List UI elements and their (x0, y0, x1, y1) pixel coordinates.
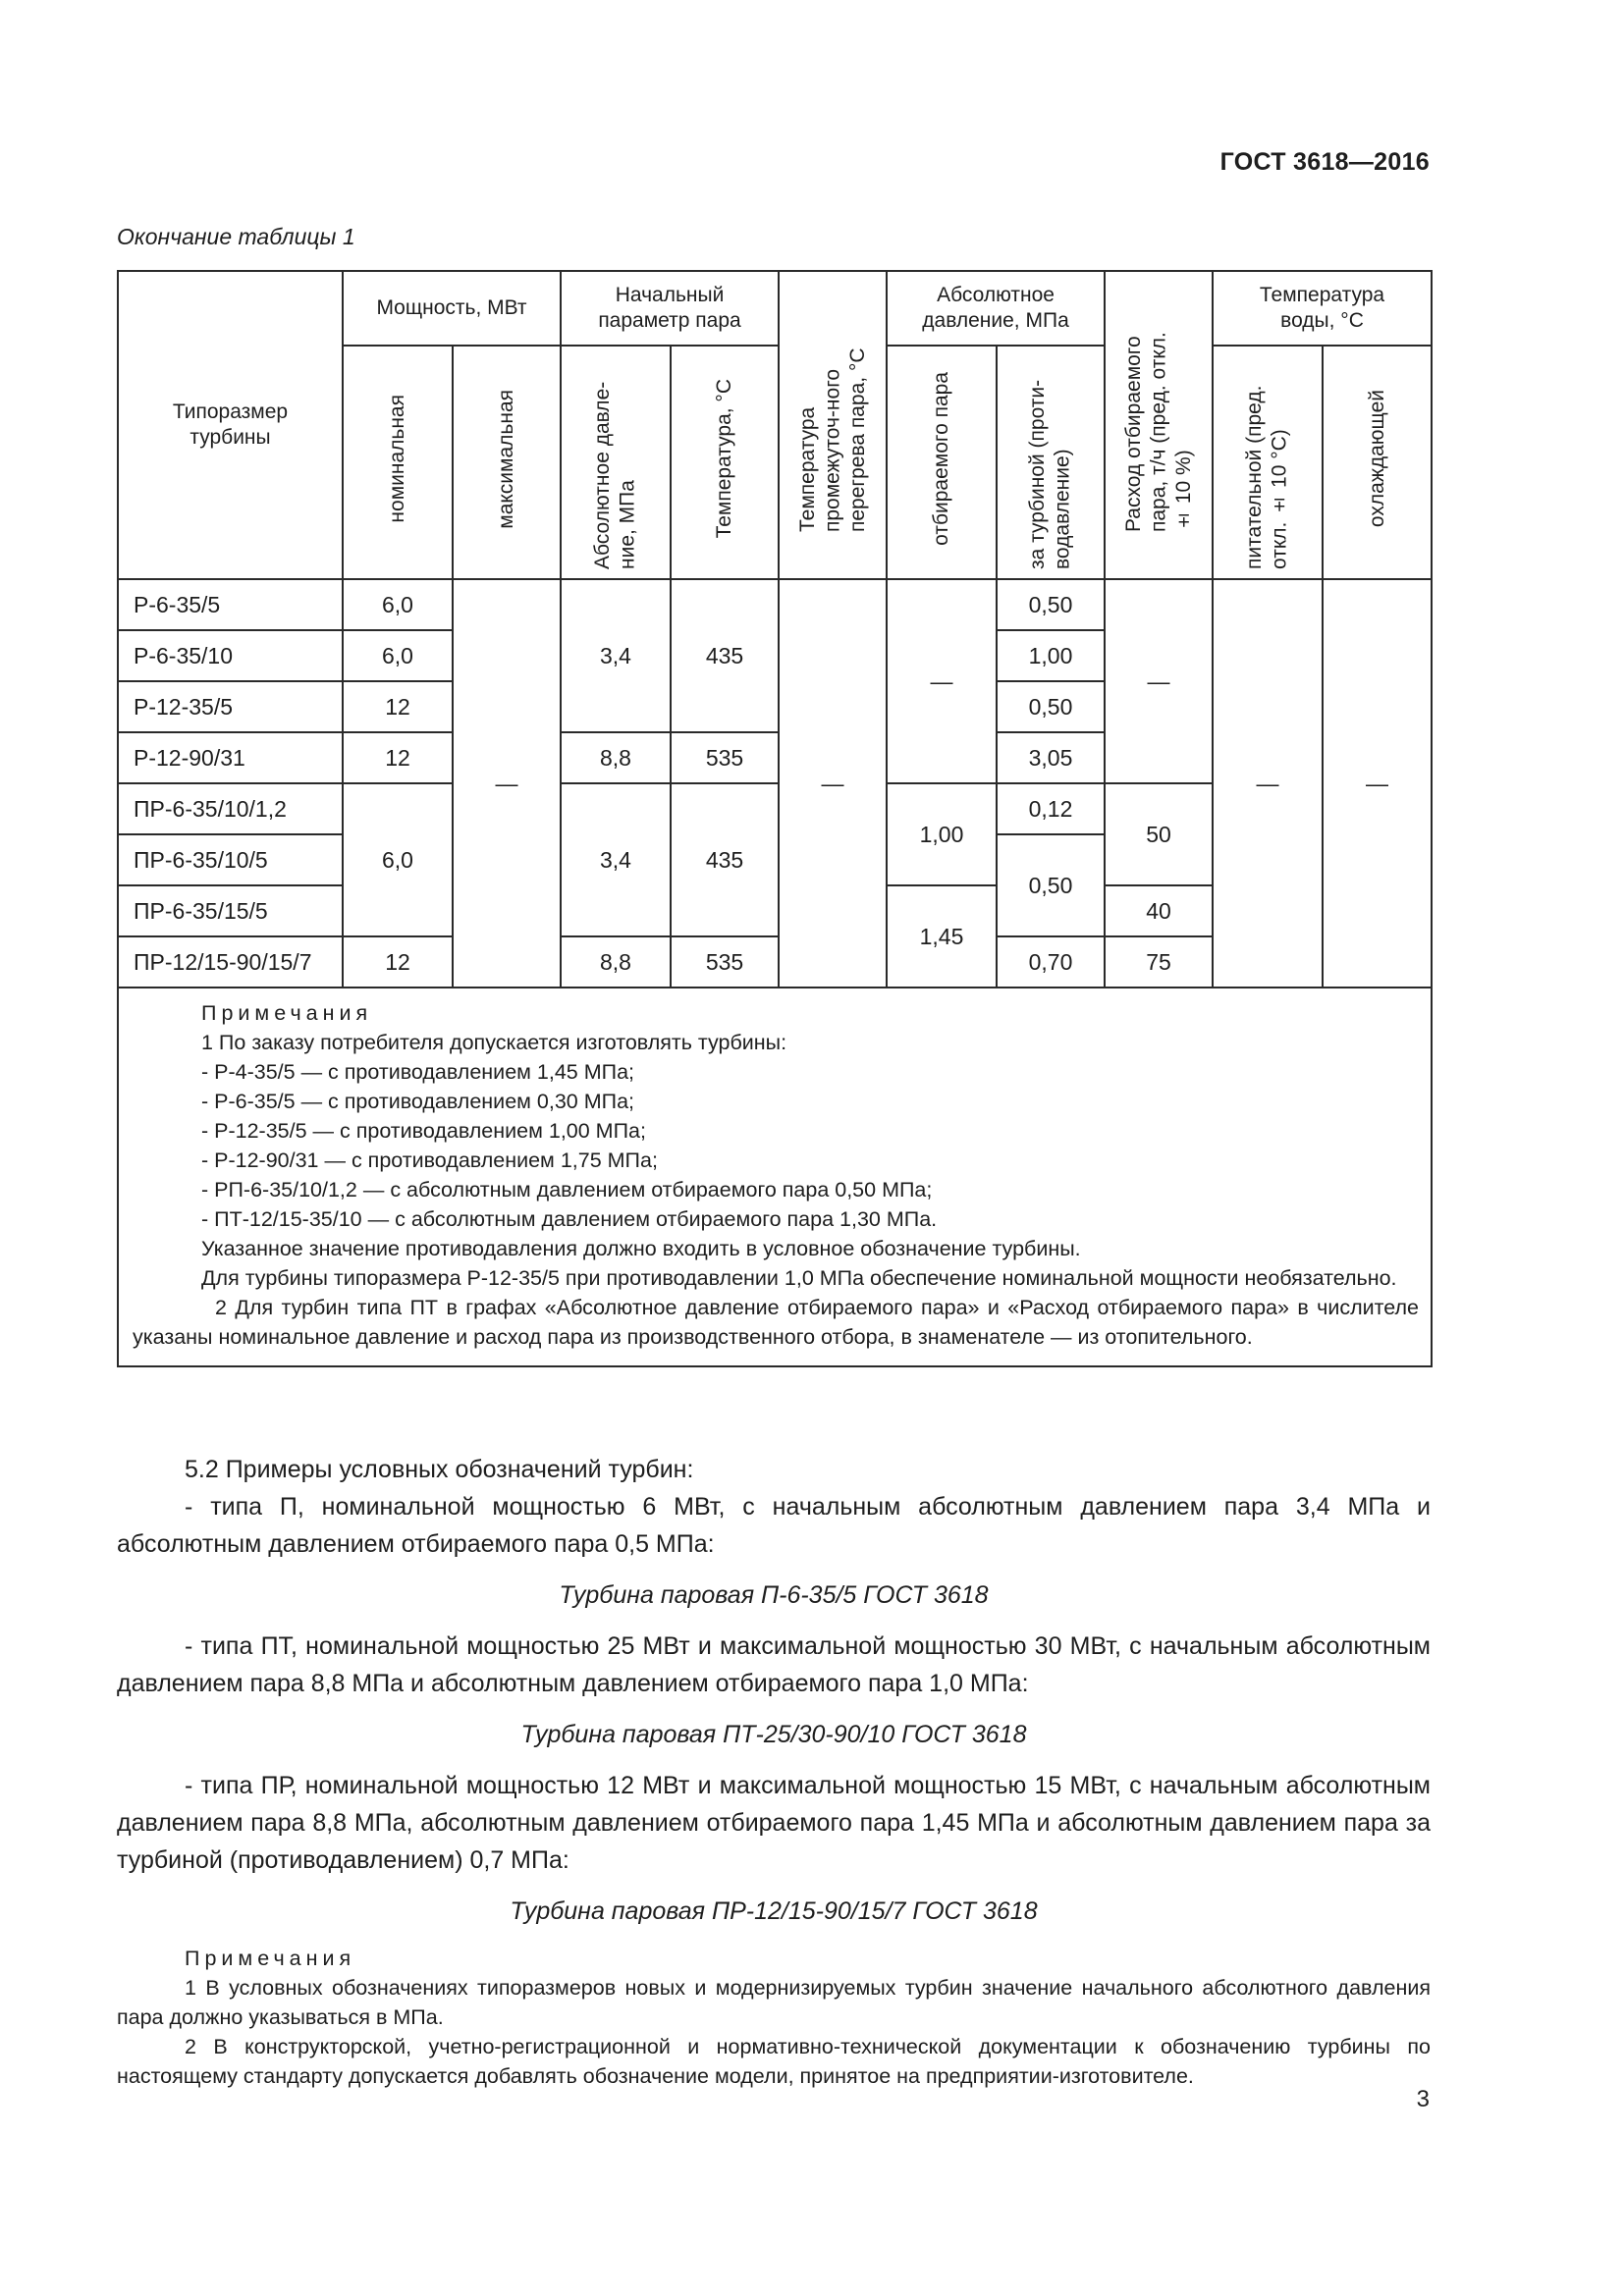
header-initial-pressure-text: Абсолютное давле-ние, МПа (591, 382, 639, 570)
cell-power: 12 (343, 732, 453, 783)
cell-back: 1,00 (997, 630, 1105, 681)
header-reheat-text: Температура промежуточ-ного перегрева пара, °С (795, 347, 869, 533)
note-item: - ПТ-12/15-35/10 — с абсолютным давлением отбираемого пара 1,30 МПа. (201, 1207, 938, 1231)
example-2: - типа ПТ, номинальной мощностью 25 МВт и максимальной мощностью 30 МВт, с начальным абсолютным давлением пара 8,8 МПа и абсолютным давлением отбираемого пара 1,0 МПа: (117, 1632, 1431, 1697)
example-3-code: Турбина паровая ПР-12/15-90/15/7 ГОСТ 3618 (510, 1897, 1038, 1925)
row-name: ПР-12/15-90/15/7 (118, 936, 343, 988)
section-body (117, 1451, 1431, 2091)
notes-title: Примечания (201, 1001, 373, 1025)
cell-temp: 535 (671, 936, 779, 988)
row-name: Р-6-35/10 (118, 630, 343, 681)
cell-back: 0,50 (997, 681, 1105, 732)
cell-power: 6,0 (343, 579, 453, 630)
header-initial-temp-text: Температура, °С (713, 379, 736, 539)
header-water: Температура воды, °С (1213, 271, 1432, 346)
cell-temp: 535 (671, 732, 779, 783)
cell-power: 12 (343, 936, 453, 988)
cell-flow: — (1105, 579, 1213, 783)
header-water-cool-text: охлаждающей (1365, 390, 1388, 528)
cell-power: 12 (343, 681, 453, 732)
header-abs-after-text: за турбиной (проти-водавление) (1026, 380, 1075, 570)
turbine-table-wrapper (117, 270, 1431, 1367)
header-power-nominal (343, 346, 453, 579)
header-abs-after (997, 346, 1105, 579)
header-initial-pressure (561, 346, 671, 579)
cell-back: 0,12 (997, 783, 1105, 834)
section-note-1: 1 В условных обозначениях типоразмеров новых и модернизируемых турбин значение начального абсолютного давления пара должно указываться в МПа. (117, 1976, 1431, 2029)
example-1: - типа П, номинальной мощностью 6 МВт, с начальным абсолютным давлением пара 3,4 МПа и абсолютным давлением отбираемого пара 0,5 МПа: (117, 1493, 1431, 1558)
table-caption: Окончание таблицы 1 (117, 224, 355, 249)
section-notes-title: Примечания (185, 1947, 356, 1970)
note-item: - Р-6-35/5 — с противодавлением 0,30 МПа; (201, 1090, 635, 1113)
row-name: ПР-6-35/10/1,2 (118, 783, 343, 834)
cell-temp: 435 (671, 579, 779, 732)
row-name: Р-6-35/5 (118, 579, 343, 630)
row-name: ПР-6-35/15/5 (118, 885, 343, 936)
row-name: Р-12-90/31 (118, 732, 343, 783)
document-code: ГОСТ 3618—2016 (1219, 148, 1430, 176)
turbine-table (117, 270, 1433, 1367)
cell-pressure: 3,4 (561, 783, 671, 936)
header-abs-extraction (887, 346, 997, 579)
cell-pressure: 3,4 (561, 579, 671, 732)
table-row (118, 579, 1432, 630)
cell-flow: 50 (1105, 783, 1213, 885)
cell-flow: 40 (1105, 885, 1213, 936)
example-2-code: Турбина паровая ПТ-25/30-90/10 ГОСТ 3618 (520, 1721, 1027, 1748)
cell-power: 6,0 (343, 630, 453, 681)
example-3: - типа ПР, номинальной мощностью 12 МВт и максимальной мощностью 15 МВт, с начальным абсолютным давлением пара 8,8 МПа, абсолютным давлением отбираемого пара 1,45 МПа и абсолютным давлением пара за турбиной (противодавлением) 0,7 МПа: (117, 1772, 1431, 1874)
header-size: Типоразмер турбины (118, 271, 343, 579)
example-1-code: Турбина паровая П-6-35/5 ГОСТ 3618 (559, 1581, 989, 1609)
section-notes (117, 1944, 1431, 2091)
section-note-2: 2 В конструкторской, учетно-регистрационной и нормативно-технической документации к обозначению турбины по настоящему стандарту допускается добавлять обозначение модели, принятое на предприятии-изготовителе. (117, 2035, 1431, 2088)
header-water-feed (1213, 346, 1323, 579)
row-name: Р-12-35/5 (118, 681, 343, 732)
cell-back: 0,50 (997, 579, 1105, 630)
header-water-cool (1323, 346, 1432, 579)
note-2: 2 Для турбин типа ПТ в графах «Абсолютное давление отбираемого пара» и «Расход отбираемого пара» в числителе указаны номинальное давление и расход пара из производственного отбора, в знаменателе — из отопительного. (133, 1296, 1420, 1349)
note-item: - Р-4-35/5 — с противодавлением 1,45 МПа; (201, 1060, 635, 1084)
cell-extraction: 1,45 (887, 885, 997, 988)
header-abs-extraction-text: отбираемого пара (930, 371, 953, 546)
note-indicated: Указанное значение противодавления должно входить в условное обозначение турбины. (201, 1237, 1081, 1260)
header-power-nominal-text: номинальная (386, 395, 409, 523)
note-item: - РП-6-35/10/1,2 — с абсолютным давлением отбираемого пара 0,50 МПа; (201, 1178, 933, 1201)
cell-extraction: 1,00 (887, 783, 997, 885)
header-initial-temp (671, 346, 779, 579)
cell-temp: 435 (671, 783, 779, 936)
header-abs-pressure: Абсолютное давление, МПа (887, 271, 1105, 346)
note-item: - Р-12-35/5 — с противодавлением 1,00 МПа; (201, 1119, 646, 1143)
note-1: 1 По заказу потребителя допускается изготовлять турбины: (201, 1031, 787, 1054)
header-power-max (453, 346, 561, 579)
header-flow (1105, 271, 1213, 579)
cell-flow: 75 (1105, 936, 1213, 988)
cell-water-feed: — (1213, 579, 1323, 988)
table-notes (118, 988, 1432, 1366)
cell-back: 3,05 (997, 732, 1105, 783)
header-reheat (779, 271, 887, 579)
header-power-max-text: максимальная (495, 389, 518, 529)
notes-row (118, 988, 1432, 1366)
cell-pressure: 8,8 (561, 936, 671, 988)
cell-back: 0,70 (997, 936, 1105, 988)
header-power: Мощность, МВт (343, 271, 561, 346)
cell-water-cool: — (1323, 579, 1432, 988)
cell-extraction: — (887, 579, 997, 783)
cell-pressure: 8,8 (561, 732, 671, 783)
section-heading: 5.2 Примеры условных обозначений турбин: (185, 1456, 694, 1483)
cell-power-max: — (453, 579, 561, 988)
cell-back: 0,50 (997, 834, 1105, 936)
note-r12: Для турбины типоразмера Р-12-35/5 при противодавлении 1,0 МПа обеспечение номинальной мощности необязательно. (201, 1266, 1397, 1290)
cell-power: 6,0 (343, 783, 453, 936)
note-item: - Р-12-90/31 — с противодавлением 1,75 МПа; (201, 1148, 658, 1172)
header-water-feed-text: питательной (пред. откл. ± 10 °С) (1243, 385, 1292, 570)
cell-reheat: — (779, 579, 887, 988)
page-number: 3 (1416, 2086, 1430, 2112)
row-name: ПР-6-35/10/5 (118, 834, 343, 885)
header-flow-text: Расход отбираемого пара, т/ч (пред. откл. ± 10 %) (1121, 332, 1195, 533)
header-initial: Начальный параметр пара (561, 271, 779, 346)
